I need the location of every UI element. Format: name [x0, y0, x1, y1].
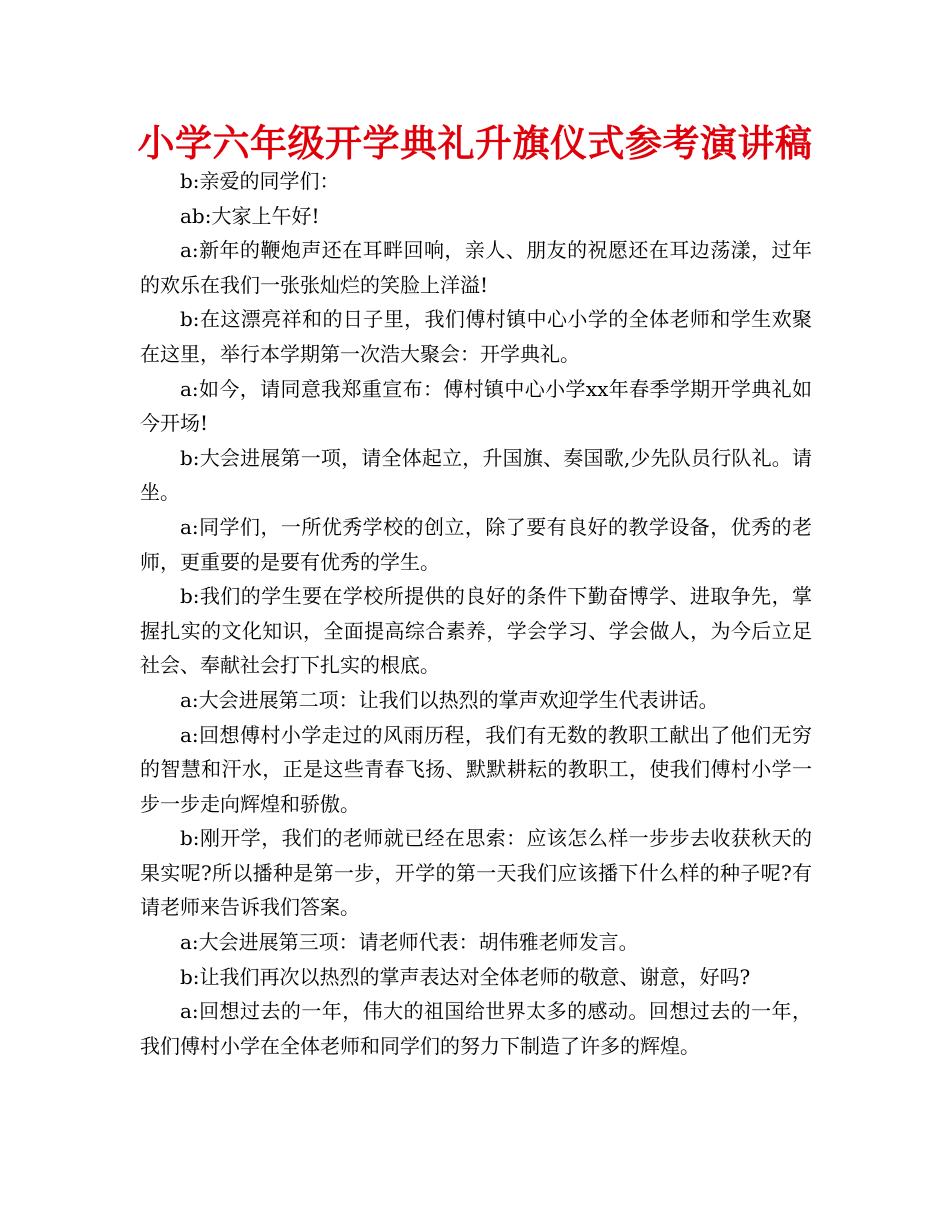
- paragraph: a:同学们，一所优秀学校的创立，除了要有良好的教学设备，优秀的老师，更重要的是要有优秀的学生。: [140, 514, 812, 574]
- paragraph: a:如今，请同意我郑重宣布：傅村镇中心小学xx年春季学期开学典礼如今开场!: [140, 376, 812, 436]
- paragraph: a:新年的鞭炮声还在耳畔回响，亲人、朋友的祝愿还在耳边荡漾，过年的欢乐在我们一张张灿烂的笑脸上洋溢!: [140, 238, 812, 297]
- paragraph: a:大会进展第二项：让我们以热烈的掌声欢迎学生代表讲话。: [180, 687, 719, 712]
- document-title: 小学六年级开学典礼升旗仪式参考演讲稿: [137, 122, 813, 165]
- paragraph: b:让我们再次以热烈的掌声表达对全体老师的敬意、谢意，好吗?: [180, 964, 751, 989]
- paragraph: ab:大家上午好!: [180, 203, 320, 228]
- paragraph: b:刚开学，我们的老师就已经在思索：应该怎么样一步步去收获秋天的果实呢?所以播种是第一步，开学的第一天我们应该播下什么样的种子呢?有请老师来告诉我们答案。: [140, 826, 812, 920]
- paragraph: b:大会进展第一项，请全体起立，升国旗、奏国歌,少先队员行队礼。请坐。: [140, 445, 812, 505]
- paragraph: a:大会进展第三项：请老师代表：胡伟雅老师发言。: [180, 930, 639, 955]
- paragraph: b:我们的学生要在学校所提供的良好的条件下勤奋博学、进取争先，掌握扎实的文化知识，全面提高综合素养，学会学习、学会做人，为今后立足社会、奉献社会打下扎实的根底。: [140, 584, 812, 678]
- paragraph: b:在这漂亮祥和的日子里，我们傅村镇中心小学的全体老师和学生欢聚在这里，举行本学期第一次浩大聚会：开学典礼。: [140, 307, 812, 366]
- paragraph: b:亲爱的同学们：: [180, 169, 340, 193]
- document-body: [140, 164, 812, 1063]
- paragraph: a:回想过去的一年，伟大的祖国给世界太多的感动。回想过去的一年，我们傅村小学在全体老师和同学们的努力下制造了许多的辉煌。: [140, 999, 812, 1058]
- paragraph: a:回想傅村小学走过的风雨历程，我们有无数的教职工献出了他们无穷的智慧和汗水，正是这些青春飞扬、默默耕耘的教职工，使我们傅村小学一步一步走向辉煌和骄傲。: [140, 722, 812, 816]
